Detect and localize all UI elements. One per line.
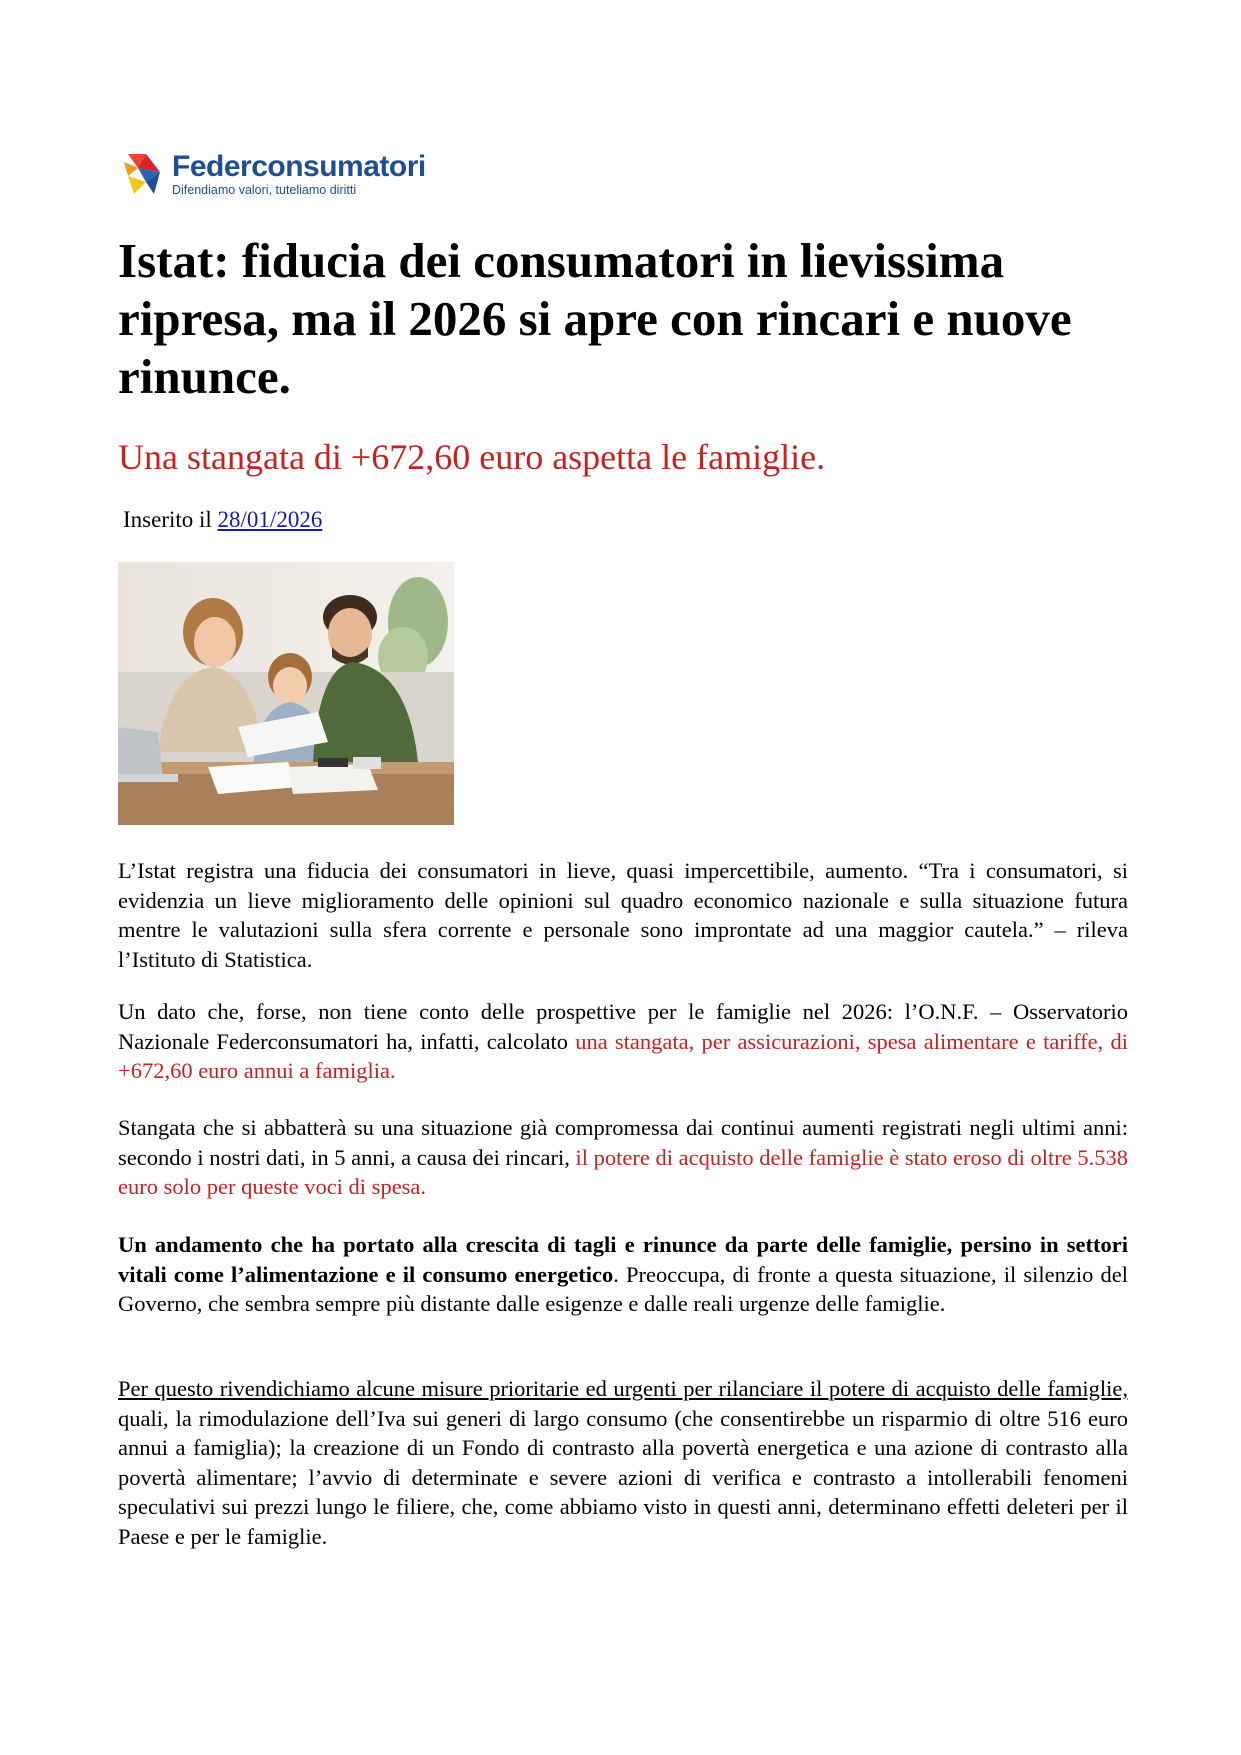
paragraph-5-underlined: Per questo rivendichiamo alcune misure prioritarie ed urgenti per rilanciare il potere di acquisto delle famiglie,: [118, 1376, 1128, 1401]
paragraph-5: [118, 1374, 1128, 1551]
paragraph-4-text: . Preoccupa, di fronte a questa situazione, il silenzio del Governo, che sembra sempre più distante dalle esigenze e dalle reali urgenze delle famiglie.: [118, 1261, 1129, 1316]
paragraph-3: [118, 1113, 1128, 1202]
logo-name: Federconsumatori: [172, 150, 426, 183]
posted-line: [123, 506, 322, 534]
logo-mark-icon: [124, 152, 164, 196]
paragraph-4: [118, 1230, 1128, 1319]
logo-tagline: Difendiamo valori, tuteliamo diritti: [172, 183, 357, 197]
article-subtitle: Una stangata di +672,60 euro aspetta le famiglie.: [118, 437, 826, 477]
paragraph-3-text: Stangata che si abbatterà su una situazione già compromessa dai continui aumenti registrati negli ultimi anni: secondo i nostri dati, in 5 anni, a causa dei rincari,: [118, 1115, 1128, 1170]
federconsumatori-logo: [124, 150, 426, 200]
posted-label: Inserito il: [123, 507, 212, 532]
paragraph-2-highlight: una stangata, per assicurazioni, spesa alimentare e tariffe, di +672,60 euro annui a famiglia.: [118, 1028, 1128, 1083]
paragraph-5-text: quali, la rimodulazione dell’Iva sui generi di largo consumo (che consentirebbe un risparmio di oltre 516 euro annui a famiglia); la creazione di un Fondo di contrasto alla povertà energetica e una azione di contrasto alla povertà alimentare; l’avvio di determinate e severe azioni di verifica e contrasto a intollerabili fenomeni speculativi sui prezzi lungo le filiere, che, come abbiamo visto in questi anni, determinano effetti deleteri per il Paese e per le famiglie.: [118, 1405, 1128, 1549]
article-title: Istat: fiducia dei consumatori in lievissima ripresa, ma il 2026 si apre con rincari e nuove rinunce.: [118, 233, 1072, 404]
family-photo: [118, 562, 454, 825]
family-photo-illustration: [118, 562, 454, 825]
paragraph-4-bold: Un andamento che ha portato alla crescita di tagli e rinunce da parte delle famiglie, persino in settori vitali come l’alimentazione e il consumo energetico: [118, 1232, 1128, 1287]
paragraph-1: L’Istat registra una fiducia dei consumatori in lieve, quasi impercettibile, aumento. “Tra i consumatori, si evidenzia un lieve miglioramento delle opinioni sul quadro economico nazionale e sulla situazione futura mentre le valutazioni sulla sfera corrente e personale sono improntate ad una maggior cautela.” – rileva l’Istituto di Statistica.: [118, 858, 1128, 972]
paragraph-3-highlight: il potere di acquisto delle famiglie è stato eroso di oltre 5.538 euro solo per queste voci di spesa.: [118, 1144, 1128, 1199]
paragraph-2-text: Un dato che, forse, non tiene conto delle prospettive per le famiglie nel 2026: l’O.N.F. – Osservatorio Nazionale Federconsumatori ha, infatti, calcolato: [118, 999, 1128, 1054]
posted-date-link[interactable]: 28/01/2026: [217, 507, 323, 532]
paragraph-2: [118, 997, 1128, 1086]
